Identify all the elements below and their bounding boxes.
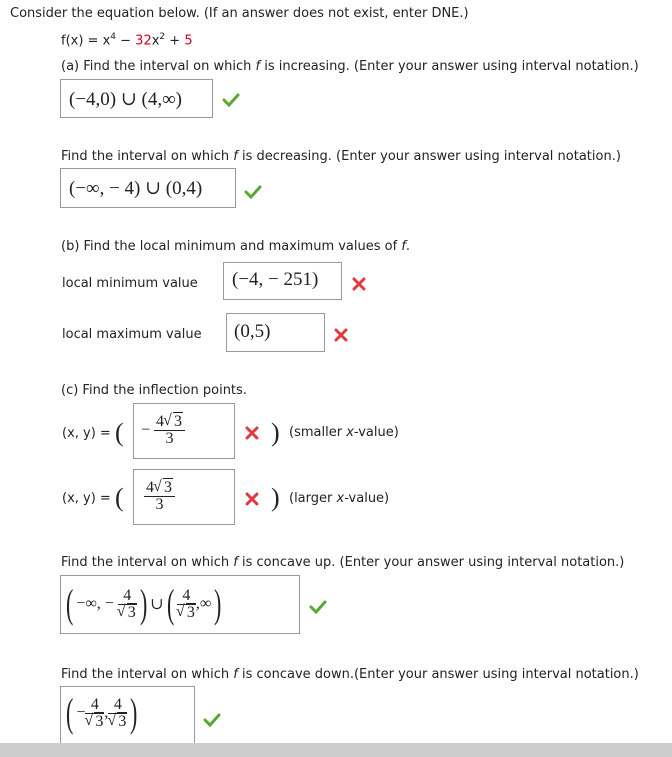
frac-denominator bbox=[108, 714, 127, 730]
prompt-pre: (a) Find the interval on which bbox=[61, 59, 256, 74]
frac-denominator bbox=[177, 605, 196, 621]
frac-radicand: 3 bbox=[95, 712, 104, 730]
close-paren: ) bbox=[130, 690, 138, 735]
sqrt-symbol bbox=[108, 714, 127, 730]
inflection-point2-input[interactable] bbox=[133, 469, 235, 525]
part-c-prompt: (c) Find the inflection points. bbox=[61, 383, 247, 398]
point2-num-coef: 4 bbox=[146, 479, 154, 496]
point1-denominator: 3 bbox=[165, 430, 174, 447]
note-x: x bbox=[346, 425, 354, 440]
frac-radicand: 3 bbox=[127, 603, 136, 621]
prompt-post: is concave down.(Enter your answer using interval notation.) bbox=[237, 667, 639, 682]
incorrect-x-icon bbox=[245, 492, 259, 506]
concave-up-frac1 bbox=[118, 588, 137, 621]
concave-up-value bbox=[63, 581, 225, 626]
open-paren: ( bbox=[115, 418, 124, 447]
correct-check-icon bbox=[222, 93, 240, 107]
sqrt-symbol bbox=[154, 480, 173, 496]
prompt-pre: Find the interval on which bbox=[61, 667, 234, 682]
equation-plus: + bbox=[165, 33, 185, 49]
point2-note bbox=[289, 491, 389, 506]
equation-const: 5 bbox=[184, 33, 193, 49]
inflection-point1-input[interactable] bbox=[133, 403, 235, 459]
concave-down-comma: , bbox=[104, 704, 109, 721]
incorrect-x-icon bbox=[352, 277, 366, 291]
point2-label: (x, y) = bbox=[62, 491, 111, 506]
horizontal-scrollbar[interactable] bbox=[0, 743, 672, 757]
prompt-f: f bbox=[233, 555, 238, 570]
correct-check-icon bbox=[309, 600, 327, 614]
concave-up-prompt bbox=[61, 555, 624, 570]
point1-value bbox=[141, 414, 185, 447]
open-paren: ( bbox=[65, 581, 74, 626]
sqrt-symbol bbox=[85, 714, 104, 730]
correct-check-icon bbox=[203, 713, 221, 727]
open-paren: ( bbox=[115, 483, 124, 512]
part-a-prompt bbox=[61, 59, 639, 74]
correct-check-icon bbox=[244, 185, 262, 199]
frac-denominator bbox=[118, 605, 137, 621]
equation-lhs: f(x) = x bbox=[61, 33, 111, 49]
prompt-pre: Find the interval on which bbox=[61, 149, 234, 164]
increasing-answer-input[interactable] bbox=[60, 79, 213, 118]
point1-label: (x, y) = bbox=[62, 426, 111, 441]
equation-coef: 32 bbox=[135, 33, 152, 49]
note-pre: (larger bbox=[289, 491, 337, 506]
point2-numerator bbox=[144, 480, 175, 497]
prompt-pre: Find the interval on which bbox=[61, 555, 234, 570]
prompt-f: f bbox=[233, 149, 238, 164]
point1-note bbox=[289, 425, 399, 440]
close-paren: ) bbox=[139, 581, 148, 626]
open-paren: ( bbox=[65, 690, 74, 735]
frac-numerator: 4 bbox=[85, 697, 104, 714]
local-max-value: (0,5) bbox=[234, 321, 271, 342]
local-max-label: local maximum value bbox=[62, 327, 202, 342]
concave-down-input[interactable] bbox=[60, 686, 195, 743]
incorrect-x-icon bbox=[334, 328, 348, 342]
concave-up-frac2 bbox=[177, 588, 196, 621]
instructions: Consider the equation below. (If an answer does not exist, enter DNE.) bbox=[10, 6, 469, 21]
prompt-post: . bbox=[405, 239, 411, 254]
concave-up-input[interactable] bbox=[60, 575, 300, 634]
concave-down-value bbox=[63, 690, 141, 735]
prompt-post: is increasing. (Enter your answer using interval notation.) bbox=[260, 59, 639, 74]
concave-up-tail: ,∞ bbox=[195, 595, 212, 612]
frac-numerator: 4 bbox=[108, 697, 127, 714]
sqrt-symbol bbox=[164, 414, 183, 430]
decreasing-answer-value: (−∞, − 4) ∪ (0,4) bbox=[69, 178, 203, 199]
concave-down-sign: − bbox=[76, 704, 86, 721]
equation-exp1: 4 bbox=[110, 32, 116, 42]
concave-down-frac2 bbox=[108, 697, 127, 730]
increasing-answer-value: (−4,0) ∪ (4,∞) bbox=[69, 89, 182, 110]
point2-denominator: 3 bbox=[155, 496, 164, 513]
note-pre: (smaller bbox=[289, 425, 347, 440]
prompt-f: f bbox=[233, 667, 238, 682]
point1-sign: − bbox=[141, 421, 151, 439]
part-a2-prompt bbox=[61, 149, 621, 164]
equation-minus: − bbox=[116, 33, 136, 49]
sqrt-symbol bbox=[118, 605, 137, 621]
local-max-input[interactable] bbox=[226, 313, 325, 352]
point1-radicand: 3 bbox=[174, 413, 183, 430]
close-paren: ) bbox=[214, 581, 222, 626]
union-symbol: ∪ bbox=[150, 596, 164, 613]
equation bbox=[61, 32, 193, 48]
point1-num-coef: 4 bbox=[156, 413, 165, 430]
point2-fraction bbox=[144, 480, 175, 513]
point1-fraction bbox=[154, 414, 185, 447]
prompt-f: f bbox=[401, 239, 406, 254]
close-paren: ) bbox=[271, 483, 280, 512]
local-min-input[interactable] bbox=[223, 262, 342, 300]
frac-radicand: 3 bbox=[118, 712, 127, 730]
concave-down-frac1 bbox=[85, 697, 104, 730]
equation-exp2: 2 bbox=[159, 32, 166, 42]
frac-radicand: 3 bbox=[186, 603, 195, 621]
concave-down-prompt bbox=[61, 667, 639, 682]
prompt-f: f bbox=[255, 59, 261, 74]
equation-x: x bbox=[151, 33, 160, 49]
prompt-post: is decreasing. (Enter your answer using interval notation.) bbox=[237, 149, 621, 164]
open-paren: ( bbox=[166, 581, 174, 626]
frac-denominator bbox=[85, 714, 104, 730]
point1-numerator bbox=[154, 414, 185, 431]
frac-numerator: 4 bbox=[118, 588, 137, 605]
local-min-value: (−4, − 251) bbox=[232, 269, 319, 290]
point2-radicand: 3 bbox=[164, 479, 172, 496]
concave-up-left: −∞, − bbox=[76, 595, 114, 612]
sqrt-symbol bbox=[177, 605, 196, 621]
prompt-post: is concave up. (Enter your answer using interval notation.) bbox=[237, 555, 625, 570]
note-post: -value) bbox=[344, 491, 390, 506]
local-min-label: local minimum value bbox=[62, 276, 198, 291]
incorrect-x-icon bbox=[245, 426, 259, 440]
point2-value bbox=[144, 480, 175, 513]
note-x: x bbox=[336, 491, 345, 506]
part-b-prompt bbox=[61, 239, 410, 254]
prompt-pre: (b) Find the local minimum and maximum values of bbox=[61, 239, 402, 254]
frac-numerator: 4 bbox=[177, 588, 196, 605]
note-post: -value) bbox=[353, 425, 399, 440]
close-paren: ) bbox=[271, 418, 280, 447]
decreasing-answer-input[interactable] bbox=[60, 168, 236, 208]
